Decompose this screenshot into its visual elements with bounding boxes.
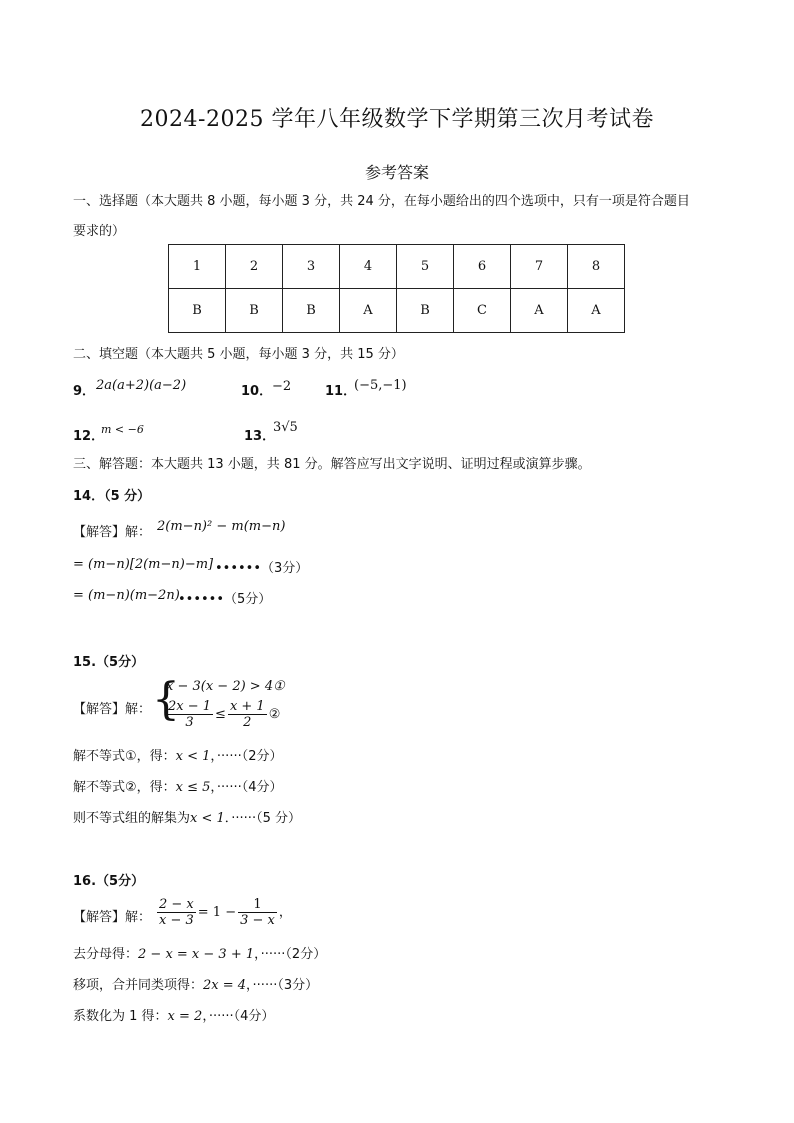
answer-cell: B	[169, 289, 226, 333]
q11-answer: (−5,−1)	[354, 378, 407, 393]
step-text: 解不等式②，得：	[73, 780, 176, 795]
step-math: x = 2	[167, 1009, 203, 1024]
section3-heading: 三、解答题：本大题共 13 小题，共 81 分。解答应写出文字说明、证明过程或演算步骤。	[73, 457, 591, 472]
answer-table	[168, 244, 625, 333]
denominator: x − 3	[159, 913, 194, 928]
fraction	[228, 699, 267, 730]
numerator: 1	[238, 897, 277, 913]
q14-step1-score: ••••••（3分）	[215, 561, 309, 576]
q13-answer: 3√5	[273, 420, 298, 435]
q14-label: 14．（5 分）	[73, 489, 151, 504]
answer-cell: B	[397, 289, 454, 333]
question-number-cell: 4	[340, 245, 397, 289]
comma: ，	[278, 905, 292, 920]
step-math: 2 − x = x − 3 + 1	[138, 947, 255, 962]
q16-line1	[73, 943, 326, 962]
numerator: 2 − x	[159, 897, 194, 912]
step-math: 2x = 4	[203, 978, 247, 993]
q16-answer-tag: 【解答】解：	[73, 910, 152, 925]
q16-line3	[73, 1005, 274, 1024]
q14-step2-score: ••••••（5分）	[178, 592, 272, 607]
step-math: x < 1	[175, 749, 211, 764]
q14-answer-tag: 【解答】解：	[73, 525, 152, 540]
q10-label: 10．	[241, 384, 273, 399]
step-score: ，······（2分）	[254, 947, 327, 962]
fraction	[238, 897, 277, 928]
q14-step1: = (m−n)[2(m−n)−m]	[73, 557, 214, 572]
answer-cell: A	[340, 289, 397, 333]
denominator: 2	[243, 715, 252, 730]
document-title: 2024-2025 学年八年级数学下学期第三次月考试卷	[140, 107, 654, 132]
question-number-cell: 6	[454, 245, 511, 289]
q15-inequality-2	[164, 699, 280, 730]
answer-cell: A	[568, 289, 625, 333]
question-number-cell: 8	[568, 245, 625, 289]
question-number-cell: 2	[226, 245, 283, 289]
circled-mark: ②	[268, 707, 281, 722]
step-score: ，······（4分）	[202, 1009, 275, 1024]
step-text: 移项，合并同类项得：	[73, 978, 204, 993]
q16-label: 16.（5分）	[73, 874, 145, 889]
answer-cell: A	[511, 289, 568, 333]
section1-heading: 一、选择题（本大题共 8 小题，每小题 3 分，共 24 分，在每小题给出的四个选项中，只有一项是符合题目	[73, 194, 690, 209]
answer-cell: C	[454, 289, 511, 333]
step-score: ，······（2分）	[210, 749, 283, 764]
q9-label: 9．	[73, 384, 96, 399]
q15-line3	[73, 807, 301, 826]
denominator: 3 − x	[240, 913, 275, 928]
q12-answer: m < −6	[101, 423, 144, 436]
step-score: ，······（3分）	[246, 978, 319, 993]
answer-key-subtitle: 参考答案	[364, 163, 429, 182]
q16-line2	[73, 974, 318, 993]
step-math: x < 1	[190, 811, 225, 826]
step-score: ．······（5 分）	[224, 811, 301, 826]
step-text: 系数化为 1 得：	[73, 1009, 168, 1024]
answer-row	[169, 289, 625, 333]
q14-step2: = (m−n)(m−2n)	[73, 588, 180, 603]
q12-label: 12．	[73, 429, 105, 444]
step-text: 解不等式①，得：	[73, 749, 176, 764]
equals-one-minus: = 1 −	[197, 905, 237, 920]
q14-expression: 2(m−n)² − m(m−n)	[157, 519, 286, 534]
question-number-cell: 1	[169, 245, 226, 289]
fraction	[166, 699, 213, 730]
section1-heading-cont: 要求的）	[73, 224, 126, 239]
fraction	[157, 897, 196, 928]
question-number-row	[169, 245, 625, 289]
relation: ≤	[215, 707, 226, 722]
step-math: x ≤ 5	[175, 780, 211, 795]
question-number-cell: 7	[511, 245, 568, 289]
answer-cell: B	[226, 289, 283, 333]
system-brace: {	[152, 674, 180, 725]
q15-label: 15.（5分）	[73, 655, 145, 670]
numerator: 2x − 1	[168, 699, 212, 714]
q11-label: 11．	[325, 384, 357, 399]
question-number-cell: 3	[283, 245, 340, 289]
answer-cell: B	[283, 289, 340, 333]
q13-label: 13．	[244, 429, 276, 444]
q15-line2	[73, 776, 283, 795]
denominator: 3	[185, 715, 194, 730]
q15-line1	[73, 745, 283, 764]
step-score: ，······（4分）	[210, 780, 283, 795]
question-number-cell: 5	[397, 245, 454, 289]
section2-heading: 二、填空题（本大题共 5 小题，每小题 3 分，共 15 分）	[73, 347, 404, 362]
step-text: 则不等式组的解集为	[73, 811, 191, 826]
numerator: x + 1	[229, 699, 265, 714]
q15-answer-tag: 【解答】解：	[73, 702, 152, 717]
step-text: 去分母得：	[73, 947, 139, 962]
q9-answer: 2a(a+2)(a−2)	[96, 378, 187, 393]
q10-answer: −2	[272, 379, 292, 394]
q16-equation	[155, 897, 292, 928]
q15-inequality-1: x − 3(x − 2) > 4①	[166, 679, 285, 694]
